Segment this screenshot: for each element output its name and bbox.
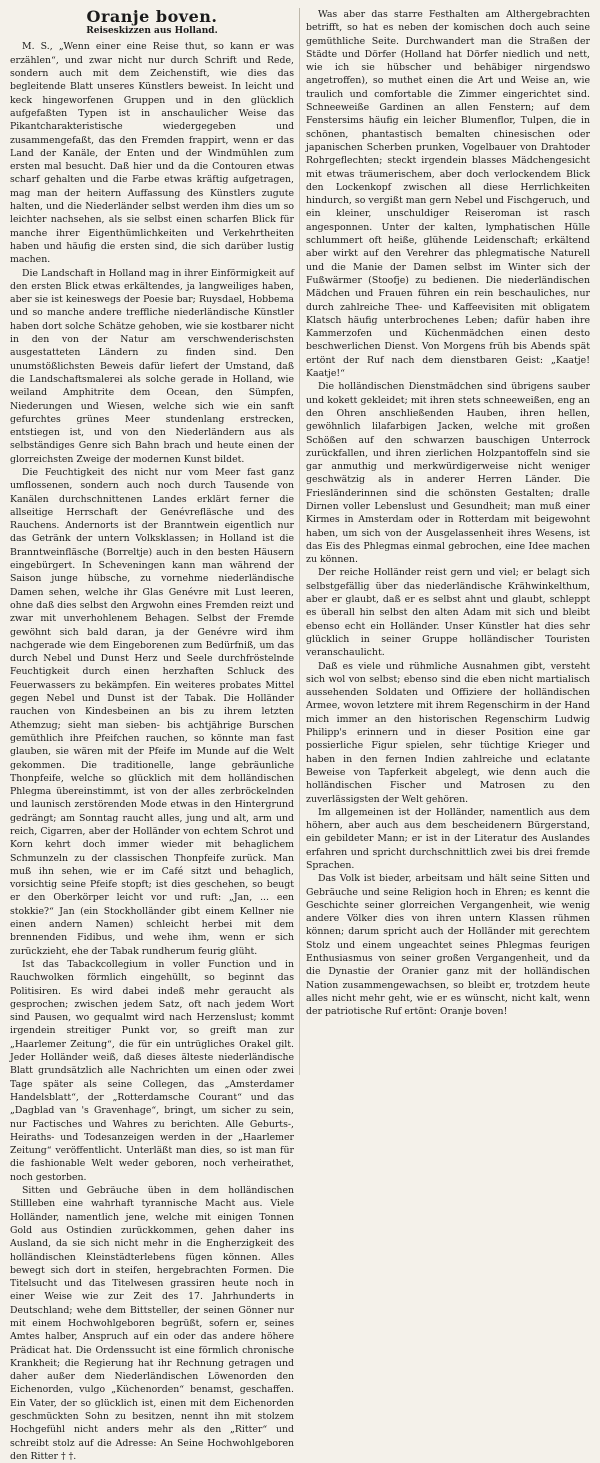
article-title: Oranje boven.: [86, 7, 218, 26]
paragraph: Die holländischen Dienstmädchen sind übrigens sauber und kokett gekleidet; mit ihren stets schneeweißen, eng an den Ohren anschließenden Hauben, ihren hellen, gewöhnlich lilafarbigen Jacken, welche mit großen Schößen auf den schwarzen bauschigen Unterrock zurückfallen, und ihren zierlichen Holzpantoffeln sind sie gar anmuthig und merkwürdigerweise nicht weniger geschwätzig als in anderer Herren Länder. Die Friesländerinnen sind die schönsten Gestalten; dralle Dirnen voller Lebenslust und Gesundheit; man muß einer Kirmes in Amsterdam oder in Rotterdam mit beigewohnt haben, um sich von der Ausgelassenheit ihres Wesens, ist das Eis des Phlegmas einmal gebrochen, eine Idee machen zu können.: [306, 381, 590, 566]
paragraph: Im allgemeinen ist der Holländer, namentlich aus dem höhern, aber auch aus dem bescheidenern Bürgerstand, ein gebildeter Mann; er ist in der Literatur des Auslandes erfahren und spricht durchschnittlich zwei bis drei fremde Sprachen.: [306, 806, 590, 871]
paragraph: Die Landschaft in Holland mag in ihrer Einförmigkeit auf den ersten Blick etwas erkältendes, ja langweiliges haben, aber sie ist keineswegs der Poesie bar; Ruysdael, Hobbema und so manche andere treffliche niederländische Künstler haben dort solche Schätze gehoben, wie sie kostbarer nicht in den von der Natur am verschwenderischsten ausgestatteten Ländern zu finden sind. Den unumstößlichsten Beweis dafür liefert der Umstand, daß die Landschaftsmalerei als solche gerade in Holland, wie weiland Amphitrite dem Ocean, den Sümpfen, Niederungen und Wiesen, welche sich wie ein sanft gefurchtes grünes Meer stundenlang erstrecken, entstiegen ist, und von den Niederländern aus als selbständiges Genre sich Bahn brach und heute einen der glorreichsten Zweige der modernen Kunst bildet.: [10, 267, 294, 465]
paragraph: Das Volk ist bieder, arbeitsam und hält seine Sitten und Gebräuche und seine Religion hoch in Ehren; es kennt die Geschichte seiner glorreichen Vergangenheit, wie wenig andere Völker dies von ihren untern Klassen rühmen können; darum spricht auch der Holländer mit gerechtem Stolz und einem ungeachtet seines Phlegmas feurigen Enthusiasmus von seiner großen Vergangenheit, und da die Dynastie der Oranier ganz mit der holländischen Nation zusammengewachsen, so bleibt er, trotzdem heute alles nicht mehr geht, wie er es wünscht, nicht kalt, wenn der patriotische Ruf ertönt: Oranje boven!: [306, 873, 590, 1018]
paragraph: Sitten und Gebräuche üben in dem holländischen Stillleben eine wahrhaft tyrannische Macht aus. Viele Holländer, namentlich jene, welche mit einigen Tonnen Gold aus Ostindien zurückkommen, gehen daher ins Ausland, da sie sich nicht mehr in die Engherzigkeit des holländischen Kleinstädterlebens fügen können. Alles bewegt sich dort in steifen, hergebrachten Formen. Die Titelsucht und das Titelwesen grassiren heute noch in einer Weise wie zur Zeit des 17. Jahrhunderts in Deutschland; wehe dem Bittsteller, der seinen Gönner nur mit einem Hochwohlgeboren begrüßt, sofern er, seines Amtes halber, Anspruch auf ein oder das andere höhere Prädicat hat. Die Ordenssucht ist eine förmlich chronische Krankheit; die Regierung hat ihr Rechnung getragen und daher außer dem Niederländischen Löwenorden den Eichenorden, vulgo „Küchenorden“ benamst, geschaffen. Ein Vater, der so glücklich ist, einen mit dem Eichenorden geschmückten Sohn zu besitzen, nennt ihn mit stolzem Hochgefühl nicht anders mehr als den „Ritter“ und schreibt stolz auf die Adresse: An Seine Hochwohlgeboren den Ritter † †.: [10, 1185, 294, 1462]
left-column: [10, 8, 294, 1463]
two-column-layout: [10, 7, 590, 1462]
column-divider: [299, 8, 300, 1075]
paragraph: Der reiche Holländer reist gern und viel; er belagt sich selbstgefällig über das niederländische Krähwinkelthum, aber er glaubt, daß er es selbst ahnt und glaubt, schleppt es überall hin selbst den alten Adam mit sich und bleibt ebenso echt ein Holländer. Unser Künstler hat dies sehr glücklich in seiner Gruppe holländischer Touristen veranschaulicht.: [306, 567, 590, 659]
article-subtitle: Reiseskizzen aus Holland.: [86, 25, 218, 36]
right-column: [306, 8, 590, 1463]
paragraph: Was aber das starre Festhalten am Althergebrachten betrifft, so hat es neben der komischen doch auch seine gemüthliche Seite. Durchwandert man die Straßen der Städte und Dörfer (Holland hat Dörfer niedlich und nett, wie ich sie hübscher und behäbiger nirgendswo angetroffen), so muthet einen die Art und Weise an, wie traulich und comfortable die Zimmer eingerichtet sind. Schneeweiße Gardinen an allen Fenstern; auf dem Fenstersims häufig ein leicher Blumenflor, Tulpen, die in schönen, phantastisch bemalten chinesischen oder japanischen Scherben prunken, Vogelbauer von Drahtoder Rohrgeflechten; steckt irgendein blasses Mädchengesicht mit etwas träumerischem, aber doch verlockendem Blick den Lockenkopf zwischen all diese Herrlichkeiten hindurch, so vergißt man gern Nebel und Fischgeruch, und ein kleiner, unschuldiger Reiseroman ist rasch angesponnen. Unter der kalten, lymphatischen Hülle schlummert oft heiße, glühende Leidenschaft; erkältend aber wirkt auf den Verehrer das phlegmatische Naturell und die Manie der Damen selbst im Winter sich der Fußwärmer (Stoofje) zu bedienen. Die niederländischen Mädchen und Frauen führen ein rein beschauliches, nur durch zahlreiche Thee- und Kaffeevisiten mit obligatem Klatsch häufig unterbrochenes Leben; dafür haben ihre Kammerzofen und Küchenmädchen einen desto beschwerlichen Dienst. Von Morgens früh bis Abends spät ertönt der Ruf nach dem dienstbaren Geist: „Kaatje! Kaatje!“: [306, 9, 590, 380]
paragraph: Ist das Tabackcollegium in voller Function und in Rauchwolken förmlich eingehüllt, so beginnt das Politisiren. Es wird dabei indeß mehr geraucht als gesprochen; zwischen jedem Satz, oft nach jedem Wort sind Pausen, wo gequalmt wird nach Herzenslust; kommt irgendein streitiger Punkt vor, so greift man zur „Haarlemer Zeitung“, die für ein untrügliches Orakel gilt. Jeder Holländer weiß, daß dieses älteste niederländische Blatt grundsätzlich alle Nachrichten um einen oder zwei Tage später als seine Collegen, das „Amsterdamer Handelsblatt“, der „Rotterdamsche Courant“ und das „Dagblad van 's Gravenhage“, bringt, um sicher zu sein, nur Factisches und Wahres zu berichten. Alle Geburts-, Heiraths- und Todesanzeigen werden in der „Haarlemer Zeitung“ veröffentlicht. Unterläßt man dies, so ist man für die fashionable Welt weder geboren, noch verheirathet, noch gestorben.: [10, 958, 294, 1183]
paragraph: Daß es viele und rühmliche Ausnahmen gibt, versteht sich wol von selbst; ebenso sind die eben nicht martialisch aussehenden Soldaten und Offiziere der holländischen Armee, wovon letztere mit ihrem Regenschirm in der Hand mich immer an den historischen Regenschirm Ludwig Philipp's erinnern und in dieser Position eine gar possierliche Figur spielen, sehr tüchtige Krieger und haben in den fernen Indien zahlreiche und eclatante Beweise von Tapferkeit abgelegt, wie denn auch die holländischen Fischer und Matrosen zu den zuverlässigsten der Welt gehören.: [306, 660, 590, 805]
paragraph: Die Feuchtigkeit des nicht nur vom Meer fast ganz umflossenen, sondern auch noch durch Tausende von Kanälen durchschnittenen Landes erklärt ferner die allseitige Herrschaft der Genévrefläsche und des Rauchens. Andernorts ist der Branntwein eigentlich nur das Getränk der untern Volksklassen; in Holland ist die Branntweinfläsche (Borreltje) auch in den besten Häusern eingebürgert. In Scheveningen kann man während der Saison junge hübsche, zu vornehme niederländische Damen sehen, welche ihr Glas Genévre mit Lust leeren, ohne daß dies selbst den Argwohn eines Fremden reizt und zwar mit unverhohlenem Behagen. Selbst der Fremde gewöhnt sich bald daran, ja der Genévre wird ihm nachgerade wie dem Eingeborenen zum Bedürfniß, um das durch Nebel und Dunst Herz und Seele durchfröstelnde Feuchtigkeit durch einen herzhaften Schluck des Feuerwassers zu bekämpfen. Ein weiteres probates Mittel gegen Nebel und Dunst ist der Tabak. Die Holländer rauchen von Kindesbeinen an bis zu ihrem letzten Athemzug; sieht man sieben- bis achtjährige Burschen gemüthlich ihre Pfeifchen rauchen, so könnte man fast glauben, sie wären mit der Pfeife im Munde auf die Welt gekommen. Die traditionelle, lange gebräunliche Thonpfeife, welche so glücklich mit dem holländischen Phlegma übereinstimmt, ist von der alles zerbröckelnden und launisch zerstörenden Mode etwas in den Hintergrund gedrängt; am Sonntag raucht alles, jung und alt, arm und reich, Cigarren, aber der Holländer von echtem Schrot und Korn kehrt doch immer wieder mit behaglichem Schmunzeln zu der classischen Thonpfeife zurück. Man muß ihn sehen, wie er im Café sitzt und behaglich, vorsichtig seine Pfeife stopft; ist dies geschehen, so beugt er den Oberkörper leicht vor und ruft: „Jan, ... een stokkie?“ Jan (ein Stockholländer gibt einem Kellner nie einen andern Namen) schleicht herbei mit dem brennenden Fidibus, und wehe ihm, wenn er sich zurückzieht, ehe der Tabak rundherum feurig glüht.: [10, 466, 294, 957]
paragraph: M. S., „Wenn einer eine Reise thut, so kann er was erzählen“, und zwar nicht nur durch Schrift und Rede, sondern auch mit dem Zeichenstift, wie dies das begleitende Blatt unseres Künstlers beweist. In leicht und keck hingeworfenen Gruppen und in den glücklich aufgefaßten Typen ist in anschaulicher Weise das Pikantcharakteristische wiedergegeben und zusammengefaßt, das den Fremden frappirt, wenn er das Land der Kanäle, der Enten und der Windmühlen zum ersten mal besucht. Daß hier und da die Contouren etwas scharf gehalten und die Farbe etwas kräftig aufgetragen, mag man der heitern Auffassung des Künstlers zugute halten, und die Niederländer selbst werden ihm dies um so leichter nachsehen, als sie selbst einen scharfen Blick für manche ihrer Eigenthümlichkeiten und Verkehrtheiten haben und häufig die ersten sind, die sich darüber lustig machen.: [10, 41, 294, 266]
